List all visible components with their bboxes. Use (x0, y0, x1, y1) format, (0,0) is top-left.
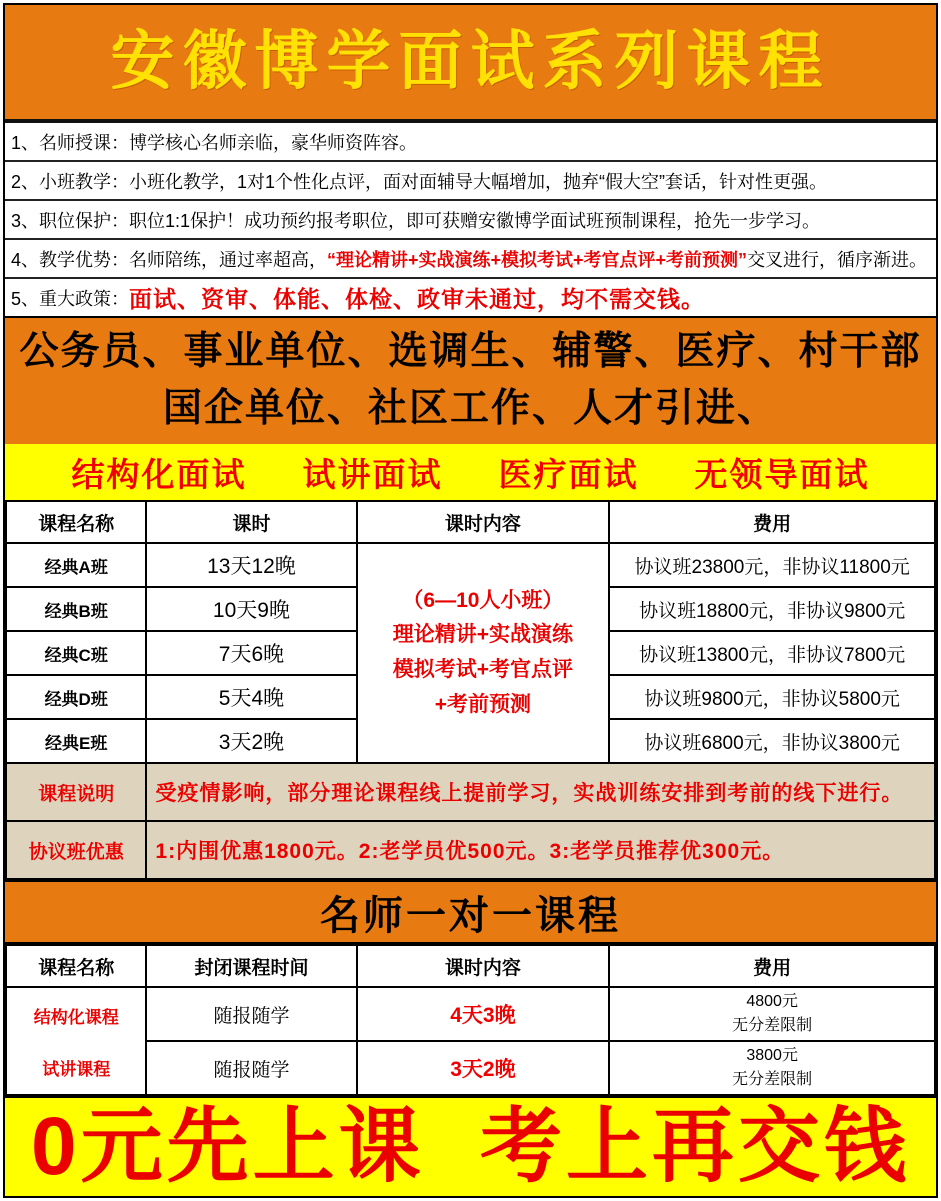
feature-row-1 (5, 123, 936, 162)
poster-title: 安徽博学面试系列课程 (110, 24, 831, 99)
interview-type: 医疗面试 (498, 455, 639, 493)
feature-row-4 (5, 240, 936, 279)
audience-band (5, 316, 936, 444)
course-fee: 协议班13800元，非协议7800元 (609, 631, 935, 675)
feature-text: 2、小班教学：小班化教学，1对1个性化点评，面对面辅导大幅增加，抛弃“假大空”套话，针对性更强。 (11, 171, 828, 192)
course-fee (609, 1041, 935, 1095)
note-row-description (6, 763, 935, 821)
fee-note: 无分差限制 (732, 1071, 813, 1088)
course-pricing-table (5, 500, 936, 880)
feature-row-3 (5, 201, 936, 240)
slogan-right: 考上再交钱 (479, 1101, 910, 1192)
feature-text: 交叉进行，循序渐进。 (747, 249, 928, 270)
course-duration: 13天12晚 (146, 543, 356, 587)
course-fee: 协议班6800元，非协议3800元 (609, 719, 935, 763)
fee-note: 无分差限制 (732, 1017, 813, 1034)
note-text: 受疫情影响，部分理论课程线上提前学习，实战训练安排到考前的线下进行。 (146, 763, 935, 821)
course-duration: 3天2晚 (146, 719, 356, 763)
interview-type: 无领导面试 (694, 455, 870, 493)
header-course-name: 课程名称 (6, 945, 146, 987)
header-content: 课时内容 (357, 945, 610, 987)
course-name: 经典E班 (6, 719, 146, 763)
course-fee: 协议班18800元，非协议9800元 (609, 587, 935, 631)
course-duration: 10天9晚 (146, 587, 356, 631)
course-name: 经典D班 (6, 675, 146, 719)
interview-types-band (5, 444, 936, 500)
feature-highlight: “理论精讲+实战演练+模拟考试+考官点评+考前预测” (327, 249, 748, 270)
content-line: 模拟考试+考官点评 (392, 658, 574, 681)
header-duration: 课时 (146, 501, 356, 543)
one-on-one-table (5, 944, 936, 1096)
fee-amount: 4800元 (746, 993, 798, 1010)
content-line: 理论精讲+实战演练 (392, 623, 574, 647)
header-fee: 费用 (609, 501, 935, 543)
course-name: 经典B班 (6, 587, 146, 631)
poster-frame (3, 3, 938, 1198)
fee-amount: 3800元 (746, 1047, 798, 1064)
footer-slogan (5, 1096, 936, 1196)
note-row-discount (6, 821, 935, 879)
content-line: （6—10人小班） (402, 588, 564, 612)
interview-type: 试讲面试 (302, 455, 443, 493)
course-name: 经典C班 (6, 631, 146, 675)
note-label: 课程说明 (6, 763, 146, 821)
course-fee: 协议班23800元，非协议11800元 (609, 543, 935, 587)
course-duration: 4天3晚 (357, 987, 610, 1041)
course-name: 经典A班 (6, 543, 146, 587)
table-header-row (6, 501, 935, 543)
feature-text: 3、职位保护：职位1:1保护！成功预约报考职位，即可获赠安徽博学面试班预制课程，抢先一步学习。 (11, 210, 821, 231)
course-schedule: 随报随学 (146, 1041, 356, 1095)
features-list (5, 123, 936, 316)
table-header-row (6, 945, 935, 987)
feature-row-5 (5, 279, 936, 316)
course-duration: 5天4晚 (146, 675, 356, 719)
audience-line-2: 国企单位、社区工作、人才引进、 (162, 387, 778, 430)
course-schedule: 随报随学 (146, 987, 356, 1041)
course-fee: 协议班9800元，非协议5800元 (609, 675, 935, 719)
content-line: +考前预测 (434, 692, 532, 716)
audience-line-1: 公务员、事业单位、选调生、辅警、医疗、村干部 (19, 330, 922, 374)
course-fee (609, 987, 935, 1041)
table-row (6, 543, 935, 587)
feature-highlight: 面试、资审、体能、体检、政审未通过，均不需交钱。 (129, 286, 706, 312)
one-on-one-title: 名师一对一课程 (320, 893, 621, 938)
header-course-name: 课程名称 (6, 501, 146, 543)
header-banner (5, 5, 936, 123)
interview-type: 结构化面试 (71, 455, 247, 493)
course-name: 结构化课程 (33, 1007, 119, 1027)
header-fee: 费用 (609, 945, 935, 987)
course-duration: 3天2晚 (357, 1041, 610, 1095)
header-content: 课时内容 (357, 501, 610, 543)
course-content-merged (357, 543, 610, 763)
note-text: 1:内围优惠1800元。2:老学员优500元。3:老学员推荐优300元。 (146, 821, 935, 879)
feature-text: 4、教学优势：名师陪练，通过率超高， (11, 249, 328, 270)
feature-text: 5、重大政策： (11, 288, 130, 309)
note-label: 协议班优惠 (6, 821, 146, 879)
feature-row-2 (5, 162, 936, 201)
course-name: 试讲课程 (42, 1059, 111, 1079)
one-on-one-band (5, 880, 936, 944)
header-schedule: 封闭课程时间 (146, 945, 356, 987)
feature-text: 1、名师授课：博学核心名师亲临，豪华师资阵容。 (11, 132, 418, 153)
slogan-left: 0元先上课 (31, 1101, 425, 1192)
course-duration: 7天6晚 (146, 631, 356, 675)
table-row (6, 987, 935, 1041)
one-on-one-course-names (6, 987, 146, 1095)
